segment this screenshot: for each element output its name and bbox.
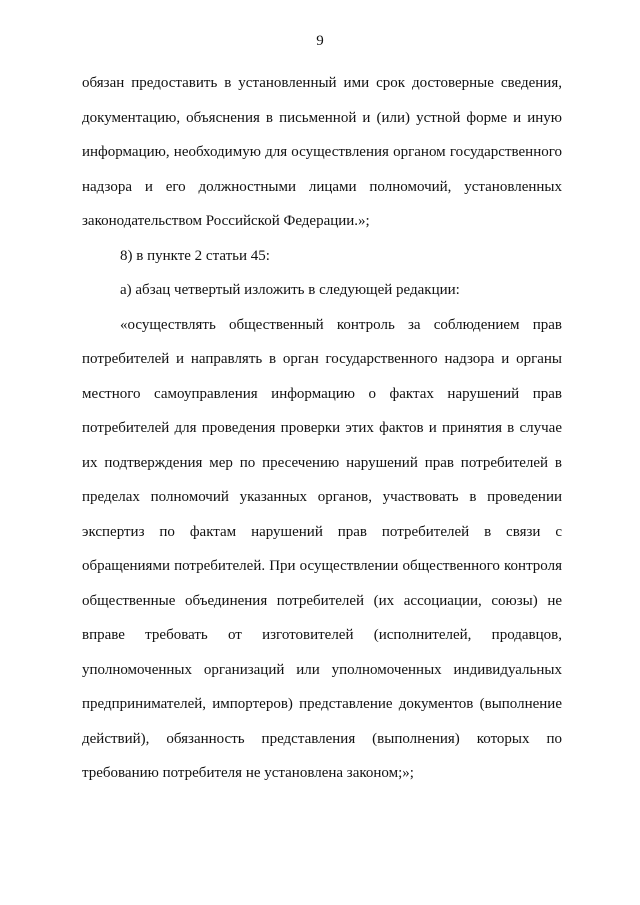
continued-paragraph: обязан предоставить в установленный ими срок достоверные сведения, документацию, объяснения в письменной и (или) устной форме и иную информацию, необходимую для осуществления органом государственного надзора и его должностными лицами полномочий, установленных законодательством Российской Федерации.»; <box>82 75 562 229</box>
item-8-paragraph: 8) в пункте 2 статьи 45: <box>120 247 270 264</box>
quoted-amendment-paragraph: «осуществлять общественный контроль за соблюдением прав потребителей и направлять в орган государственного надзора и органы местного самоуправления информацию о фактах нарушений прав потребителей для проведения проверки этих фактов и принятия в случае их подтверждения мер по пресечению нарушений прав потребителей в пределах полномочий указанных органов, участвовать в проведении экспертиз по фактам нарушений прав потребителей в связи с обращениями потребителей. При осуществлении общественного контроля общественные объединения потребителей (их ассоциации, союзы) не вправе требовать от изготовителей (исполнителей, продавцов, уполномоченных организаций или уполномоченных индивидуальных предпринимателей, импортеров) представление документов (выполнение действий), обязанность представления (выполнения) которых по требованию потребителя не установлена законом;»; <box>82 316 562 781</box>
document-body <box>82 66 562 791</box>
subitem-a-paragraph: а) абзац четвертый изложить в следующей редакции: <box>120 282 460 298</box>
page-number: 9 <box>316 33 324 49</box>
